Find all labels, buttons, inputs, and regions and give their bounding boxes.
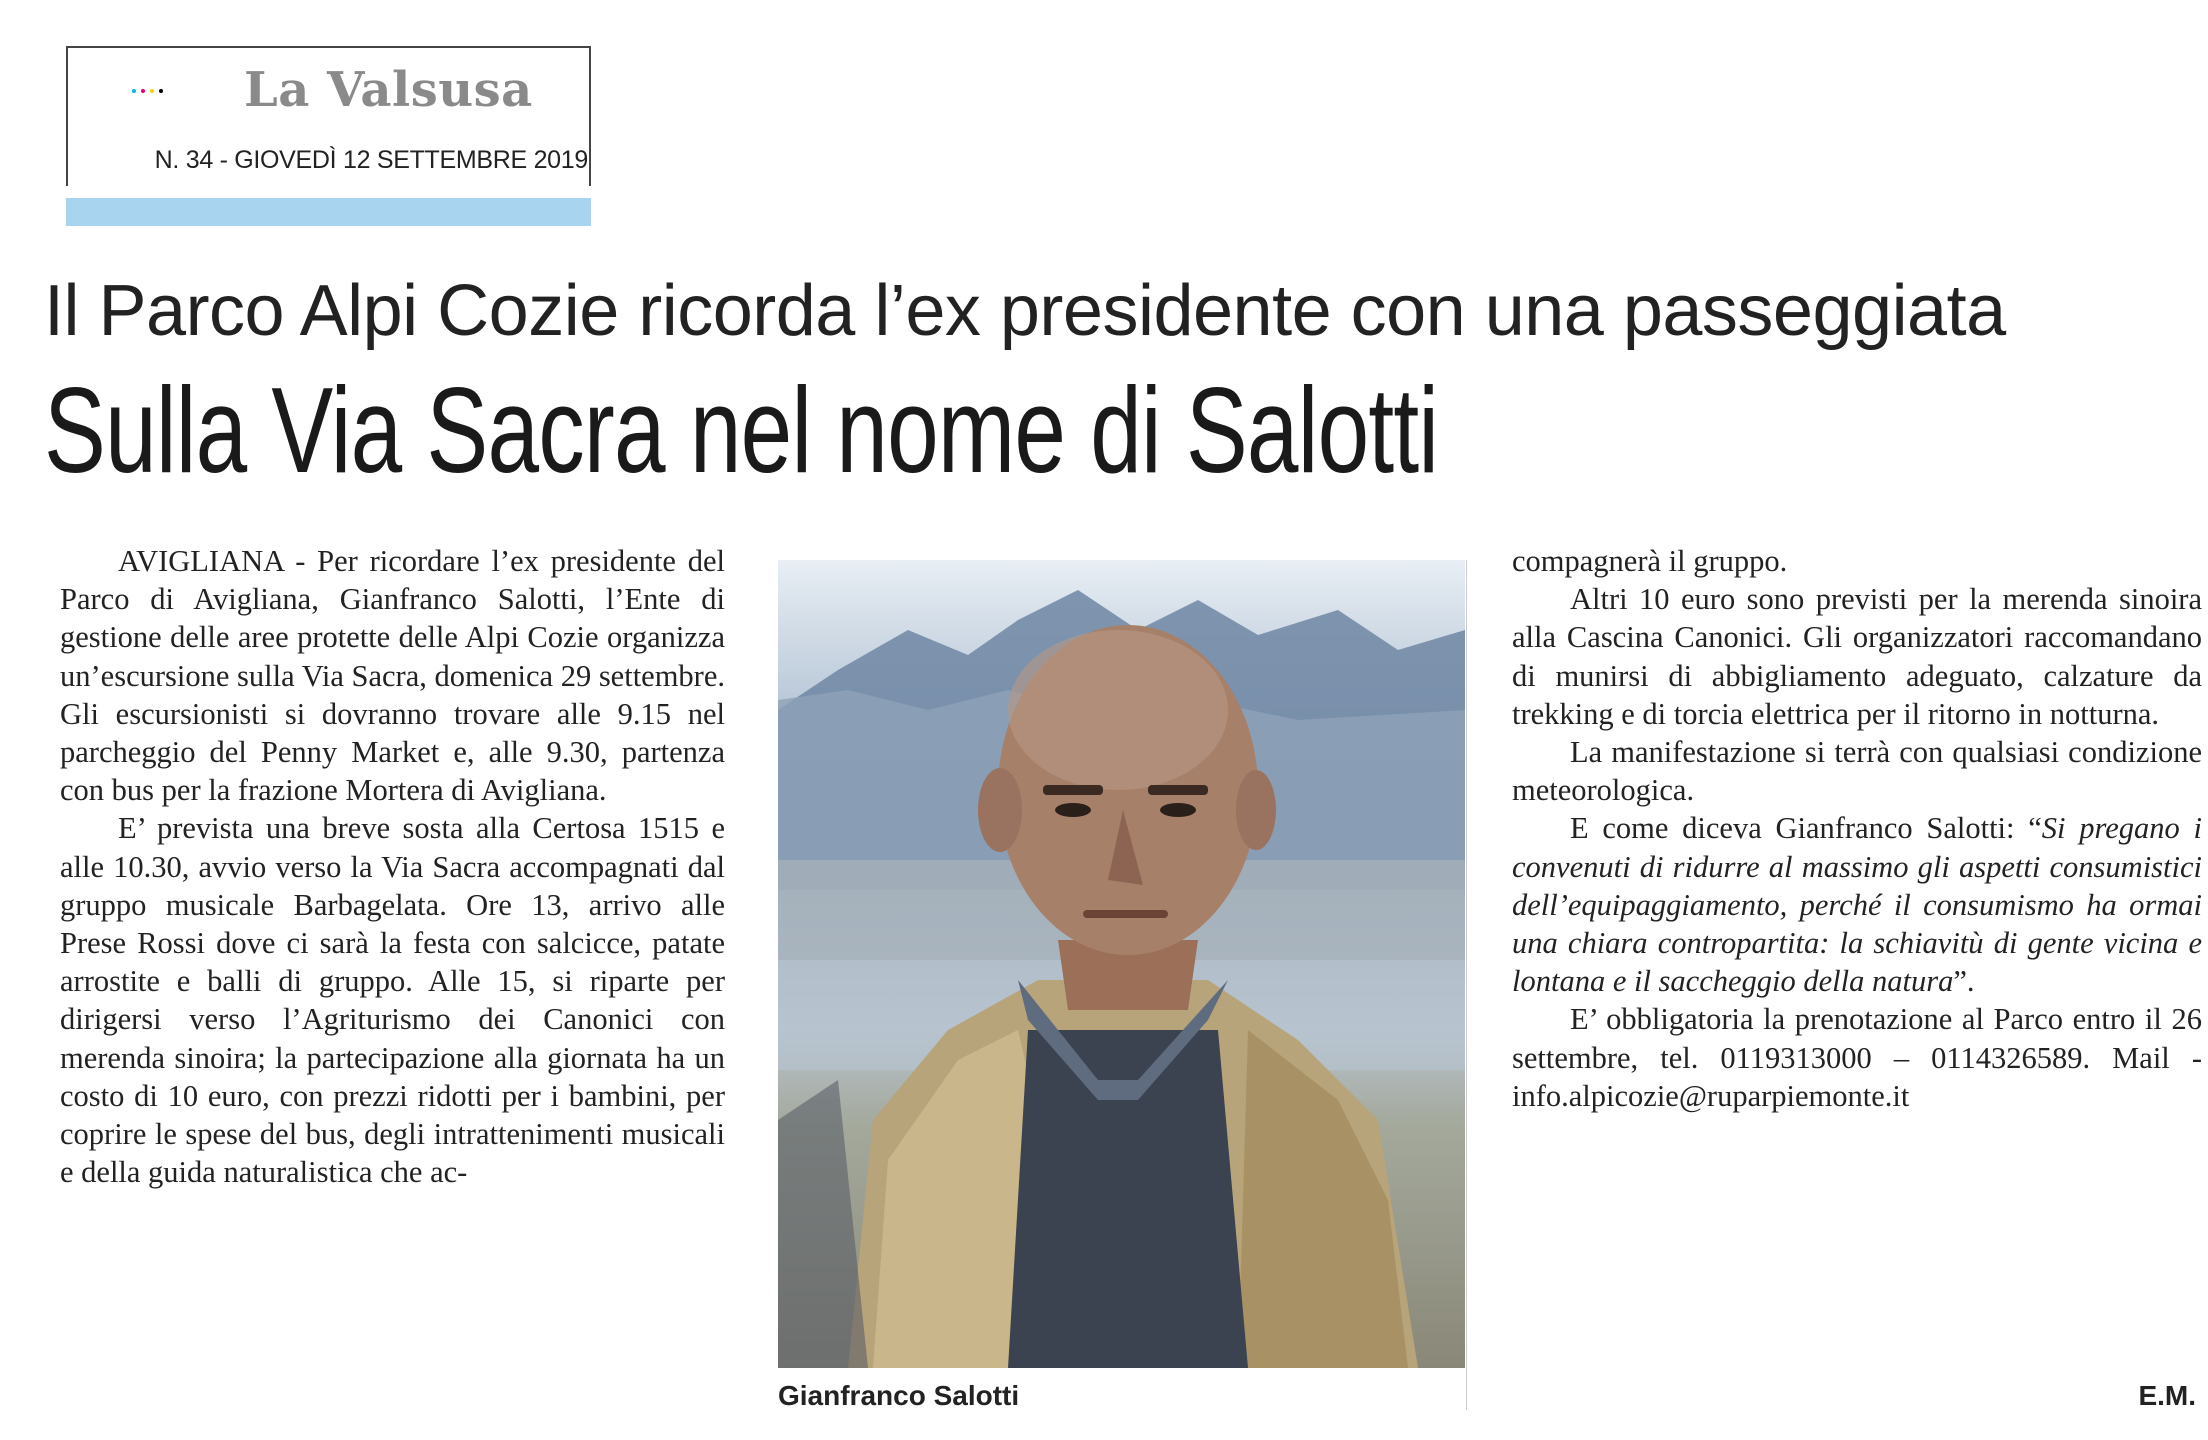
paragraph: AVIGLIANA - Per ricordare l’ex presidente del Parco di Avigliana, Gianfranco Salotti, l’Ente di gestione delle aree protette delle Alpi Cozie organizza un’escursione sulla Via Sacra, domenica 29 settembre. Gli escursionisti si dovranno trovare alle 9.15 nel parcheggio del Penny Market e, alle 9.30, partenza con bus per la frazione Mortera di Avigliana. bbox=[60, 544, 725, 808]
right-column bbox=[1512, 542, 2202, 1115]
portrait-photo bbox=[778, 560, 1465, 1368]
paragraph: E’ prevista una breve sosta alla Certosa 1515 e alle 10.30, avvio verso la Via Sacra accompagnati dal gruppo musicale Barbagelata. Ore 13, arrivo alle Prese Rossi dove ci sarà la festa con salcicce, patate arrostite e balli di gruppo. Alle 15, si riparte per dirigersi verso l’Agriturismo dei Canonici con merenda sinoira; la partecipazione alla giornata ha un costo di 10 euro, con prezzi ridotti per i bambini, per coprire le spese del bus, degli intrattenimenti musicali e della guida naturalistica che ac- bbox=[60, 811, 725, 1190]
issue-date-line: N. 34 - GIOVEDÌ 12 SETTEMBRE 2019 bbox=[154, 146, 588, 174]
paragraph: Altri 10 euro sono previsti per la merenda sinoira alla Cascina Canonici. Gli organizzatori raccomandano di munirsi di abbigliamento adeguato, calzature da trekking e di torcia elettrica per il ritorno in notturna. bbox=[1512, 582, 2202, 731]
photo-caption: Gianfranco Salotti bbox=[778, 1380, 1020, 1411]
registration-dot-magenta bbox=[141, 89, 145, 93]
quote-intro: E come diceva Gianfranco Salotti: “ bbox=[1570, 811, 2042, 846]
quote-end: ”. bbox=[1953, 964, 1975, 999]
masthead-box bbox=[66, 46, 591, 186]
paragraph: compagnerà il gruppo. bbox=[1512, 544, 1788, 578]
paragraph: La manifestazione si terrà con qualsiasi condizione meteorologica. bbox=[1512, 735, 2202, 808]
registration-marks bbox=[132, 80, 172, 92]
salotti-quote: Si pregano i convenuti di ridurre al massimo gli aspetti consumistici dell’equipaggiamento, perché il consumismo ha ormai una chiara contropartita: la schiavitù di gente vicina e lontana e il saccheggio della natura bbox=[1512, 811, 2202, 999]
registration-dot-yellow bbox=[150, 89, 154, 93]
article-kicker: Il Parco Alpi Cozie ricorda l’ex presidente con una passeggiata bbox=[44, 271, 2006, 351]
newspaper-name: La Valsusa bbox=[244, 62, 533, 118]
portrait-illustration bbox=[778, 560, 1465, 1368]
registration-dot-black bbox=[159, 89, 163, 93]
column-rule bbox=[1466, 560, 1467, 1410]
left-column bbox=[60, 542, 725, 1191]
paragraph: E’ obbligatoria la prenotazione al Parco entro il 26 settembre, tel. 0119313000 – 0114326589. Mail - info.alpicozie@ruparpiemonte.it bbox=[1512, 1002, 2202, 1113]
article-headline: Sulla Via Sacra nel nome di Salotti bbox=[44, 362, 1439, 498]
masthead-accent-bar bbox=[66, 198, 591, 226]
quote-paragraph bbox=[1512, 809, 2202, 1000]
author-signature: E.M. bbox=[2138, 1380, 2196, 1411]
registration-dot-cyan bbox=[132, 89, 136, 93]
